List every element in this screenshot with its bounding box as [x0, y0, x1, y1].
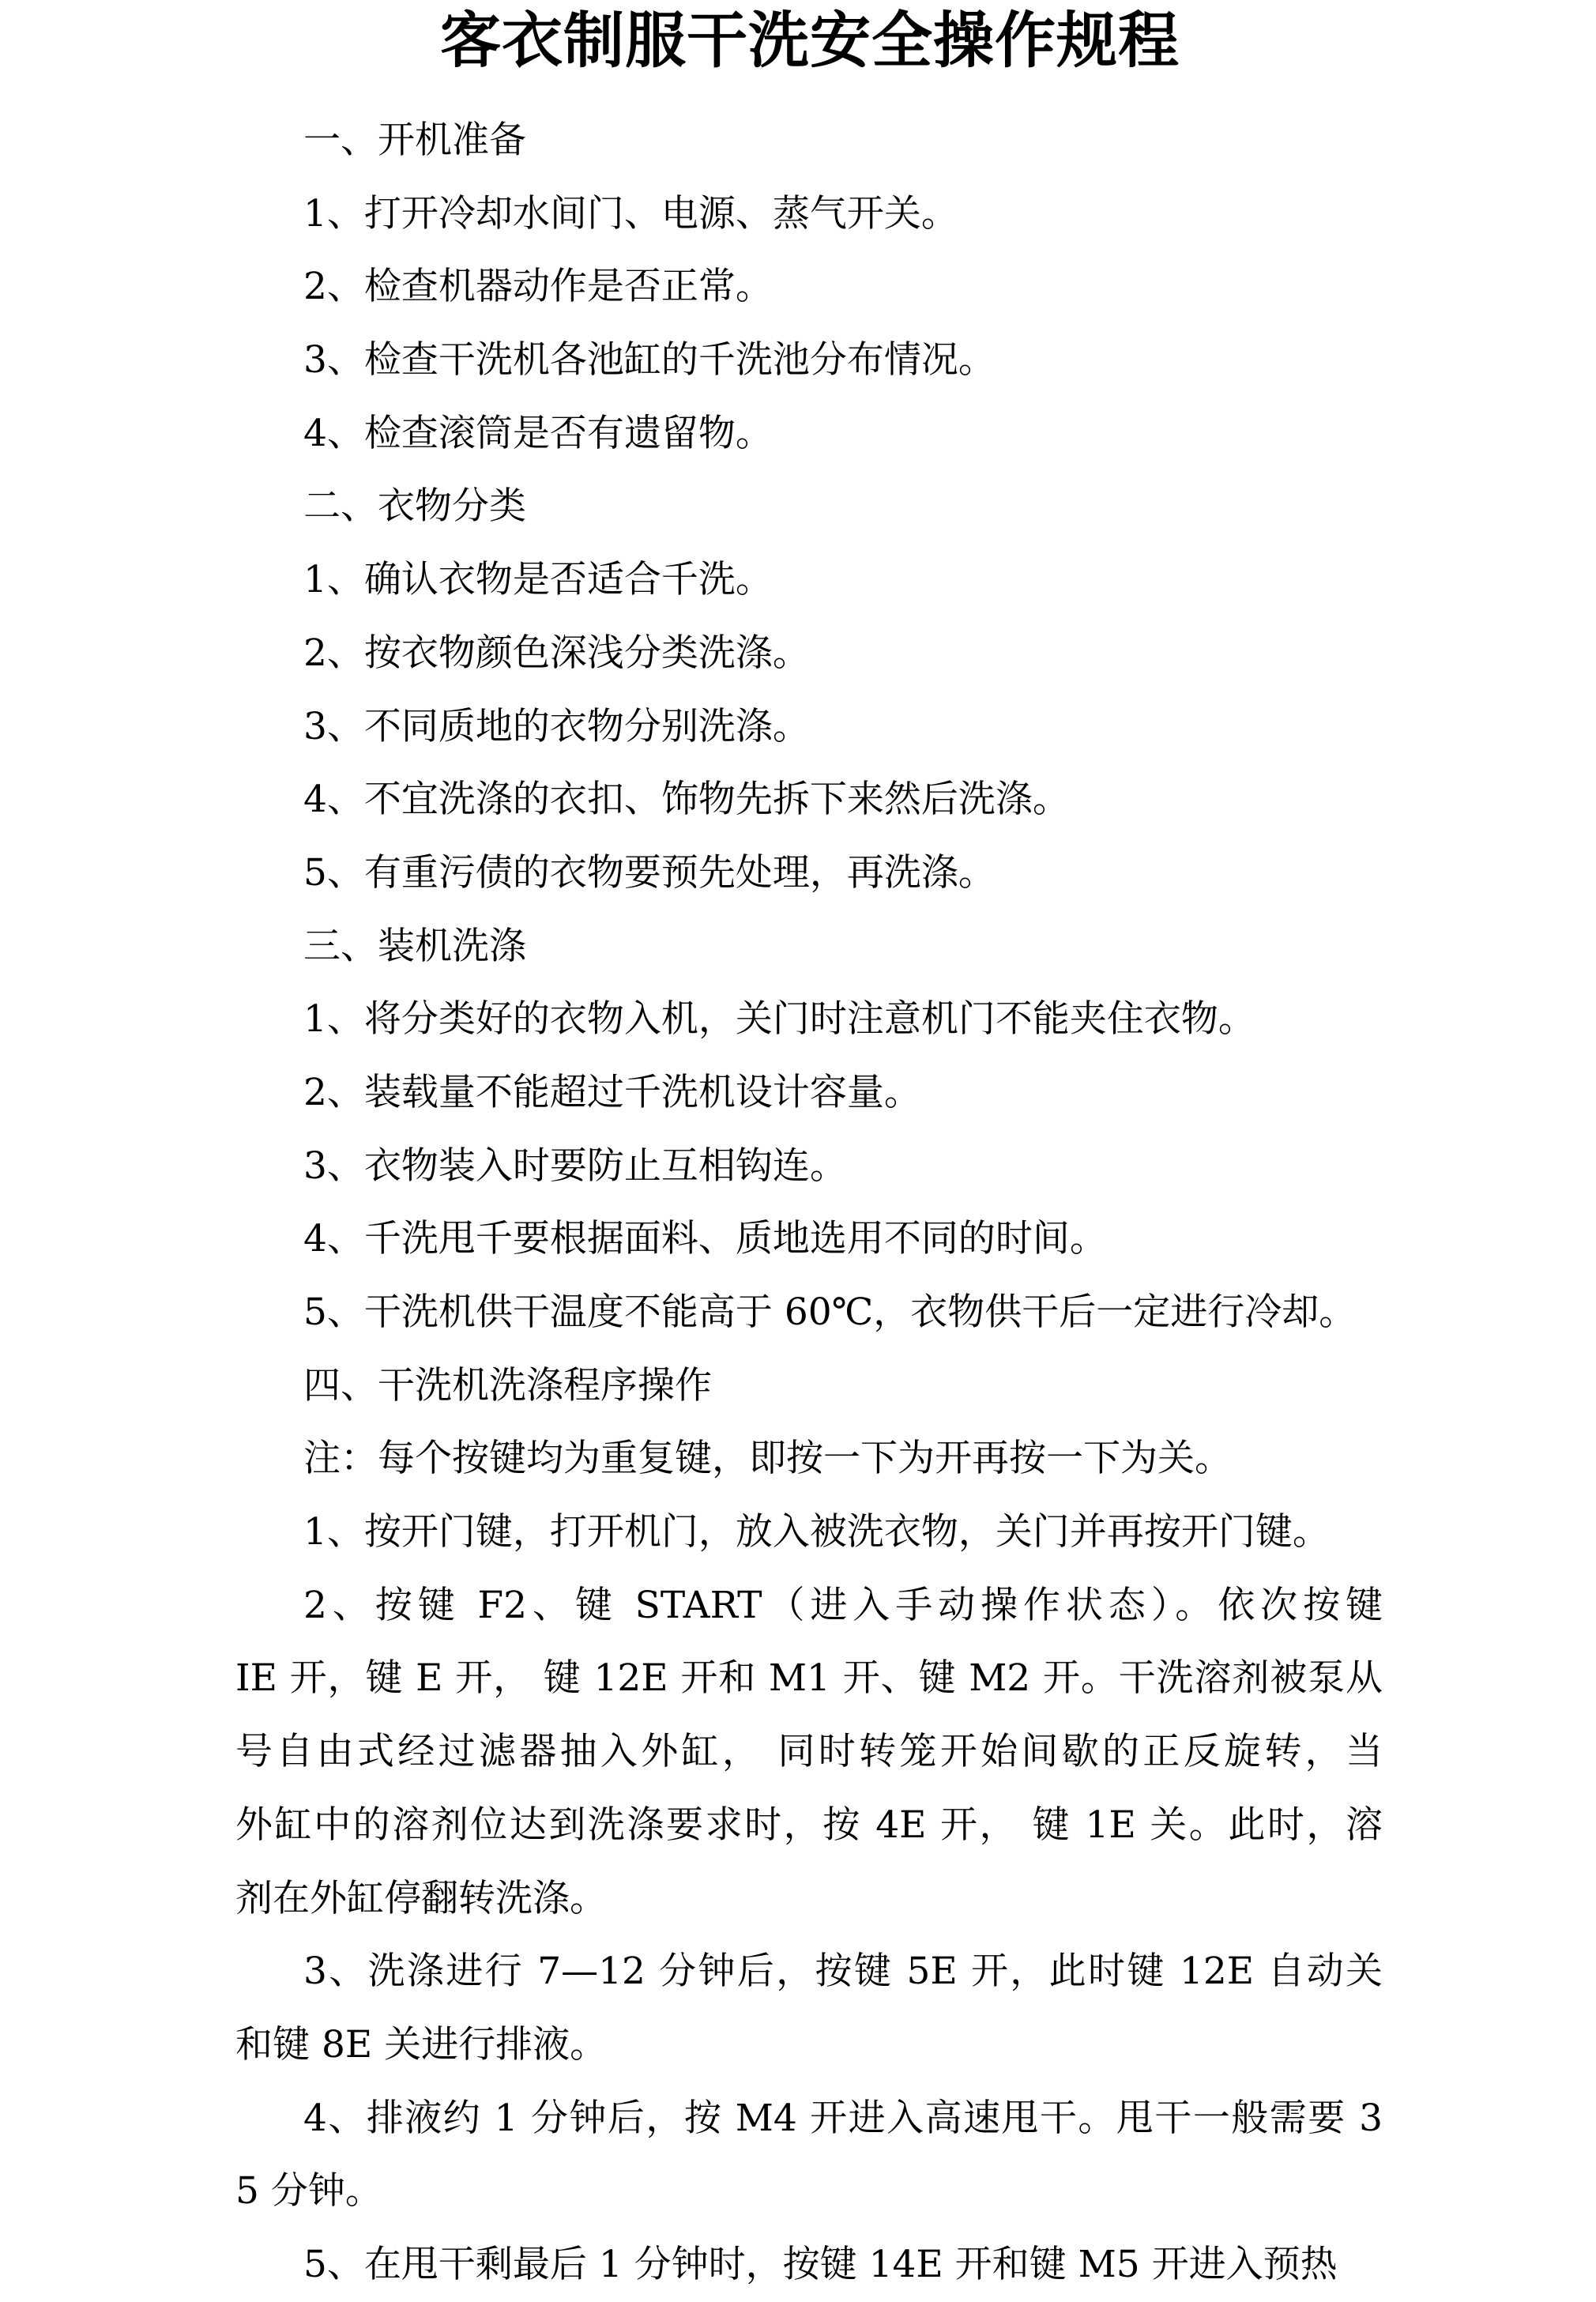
paragraph — [235, 1203, 1383, 1276]
text-line: 注：每个按键均为重复键，即按一下为开再按一下为关。 — [303, 1437, 1232, 1481]
text-line: 5、在甩干剩最后 1 分钟时，按键 14E 开和键 M5 开进入预热 — [303, 2242, 1338, 2286]
paragraph — [235, 544, 1383, 617]
paragraph — [235, 2229, 1383, 2302]
paragraph — [235, 178, 1383, 251]
text-line: 二、衣物分类 — [303, 484, 526, 529]
text-line: 4、千洗甩千要根据面料、质地选用不同的时间。 — [303, 1217, 1107, 1261]
paragraph — [235, 1350, 1383, 1423]
document-body — [235, 104, 1383, 2302]
paragraph — [235, 251, 1383, 324]
text-line: 3、洗涤进行 7—12 分钟后，按键 5E 开，此时键 12E 自动关 — [303, 1950, 1383, 1994]
text-line: 4、检查滚筒是否有遗留物。 — [303, 411, 773, 455]
paragraph — [235, 983, 1383, 1057]
paragraph — [235, 324, 1383, 397]
paragraph — [235, 1496, 1383, 1569]
paragraph — [235, 1057, 1383, 1130]
text-line: 5、有重污债的衣物要预先处理，再洗涤。 — [303, 850, 996, 895]
text-line: 4、排液约 1 分钟后，按 M4 开进入高速甩干。甩干一般需要 3 — [303, 2096, 1383, 2140]
document-title: 客衣制服干洗安全操作规程 — [440, 6, 1180, 77]
paragraph — [235, 1130, 1383, 1204]
text-line: 1、确认衣物是否适合千洗。 — [303, 558, 773, 602]
text-line: 1、将分类好的衣物入机，关门时注意机门不能夹住衣物。 — [303, 997, 1255, 1042]
text-line: 5 分钟。 — [235, 2169, 382, 2213]
text-line: 1、打开冷却水间门、电源、蒸气开关。 — [303, 191, 958, 235]
paragraph — [235, 1422, 1383, 1496]
text-line: 2、按键 F2、键 START（进入手动操作状态）。依次按键 — [303, 1583, 1383, 1627]
paragraph — [235, 470, 1383, 544]
text-line: 2、按衣物颜色深浅分类洗涤。 — [303, 631, 810, 675]
text-line: 三、装机洗涤 — [303, 924, 526, 968]
paragraph — [235, 2082, 1383, 2229]
paragraph — [235, 617, 1383, 691]
paragraph — [235, 910, 1383, 984]
text-line: 3、衣物装入时要防止互相钩连。 — [303, 1143, 847, 1188]
paragraph — [235, 763, 1383, 837]
paragraph — [235, 104, 1383, 178]
text-line: 5、干洗机供干温度不能高于 60℃，衣物供干后一定进行冷却。 — [303, 1290, 1357, 1334]
text-line: 一、开机准备 — [303, 119, 526, 162]
text-line: 剂在外缸停翻转洗涤。 — [235, 1876, 607, 1920]
text-line: 2、检查机器动作是否正常。 — [303, 265, 773, 309]
paragraph — [235, 1569, 1383, 1935]
paragraph — [235, 397, 1383, 471]
text-line: 3、不同质地的衣物分别洗涤。 — [303, 704, 810, 748]
text-line: 四、干洗机洗涤程序操作 — [303, 1363, 712, 1407]
text-line: 和键 8E 关进行排液。 — [235, 2022, 608, 2067]
paragraph — [235, 1276, 1383, 1350]
text-line: 4、不宜洗涤的衣扣、饰物先拆下来然后洗涤。 — [303, 778, 1070, 822]
text-line: 3、检查干洗机各池缸的千洗池分布情况。 — [303, 338, 996, 382]
text-line: 2、装载量不能超过千洗机设计容量。 — [303, 1070, 921, 1114]
text-line: 号自由式经过滤器抽入外缸， 同时转笼开始间歇的正反旋转，当 — [235, 1730, 1383, 1774]
text-line: IE 开，键 E 开， 键 12E 开和 M1 开、键 M2 开。干洗溶剂被泵从 — [235, 1656, 1383, 1701]
paragraph — [235, 1935, 1383, 2082]
text-line: 1、按开门键，打开机门，放入被洗衣物，关门并再按开门键。 — [303, 1510, 1330, 1554]
paragraph — [235, 691, 1383, 764]
paragraph — [235, 837, 1383, 910]
text-line: 外缸中的溶剂位达到洗涤要求时，按 4E 开， 键 1E 关。此时，溶 — [235, 1803, 1383, 1847]
